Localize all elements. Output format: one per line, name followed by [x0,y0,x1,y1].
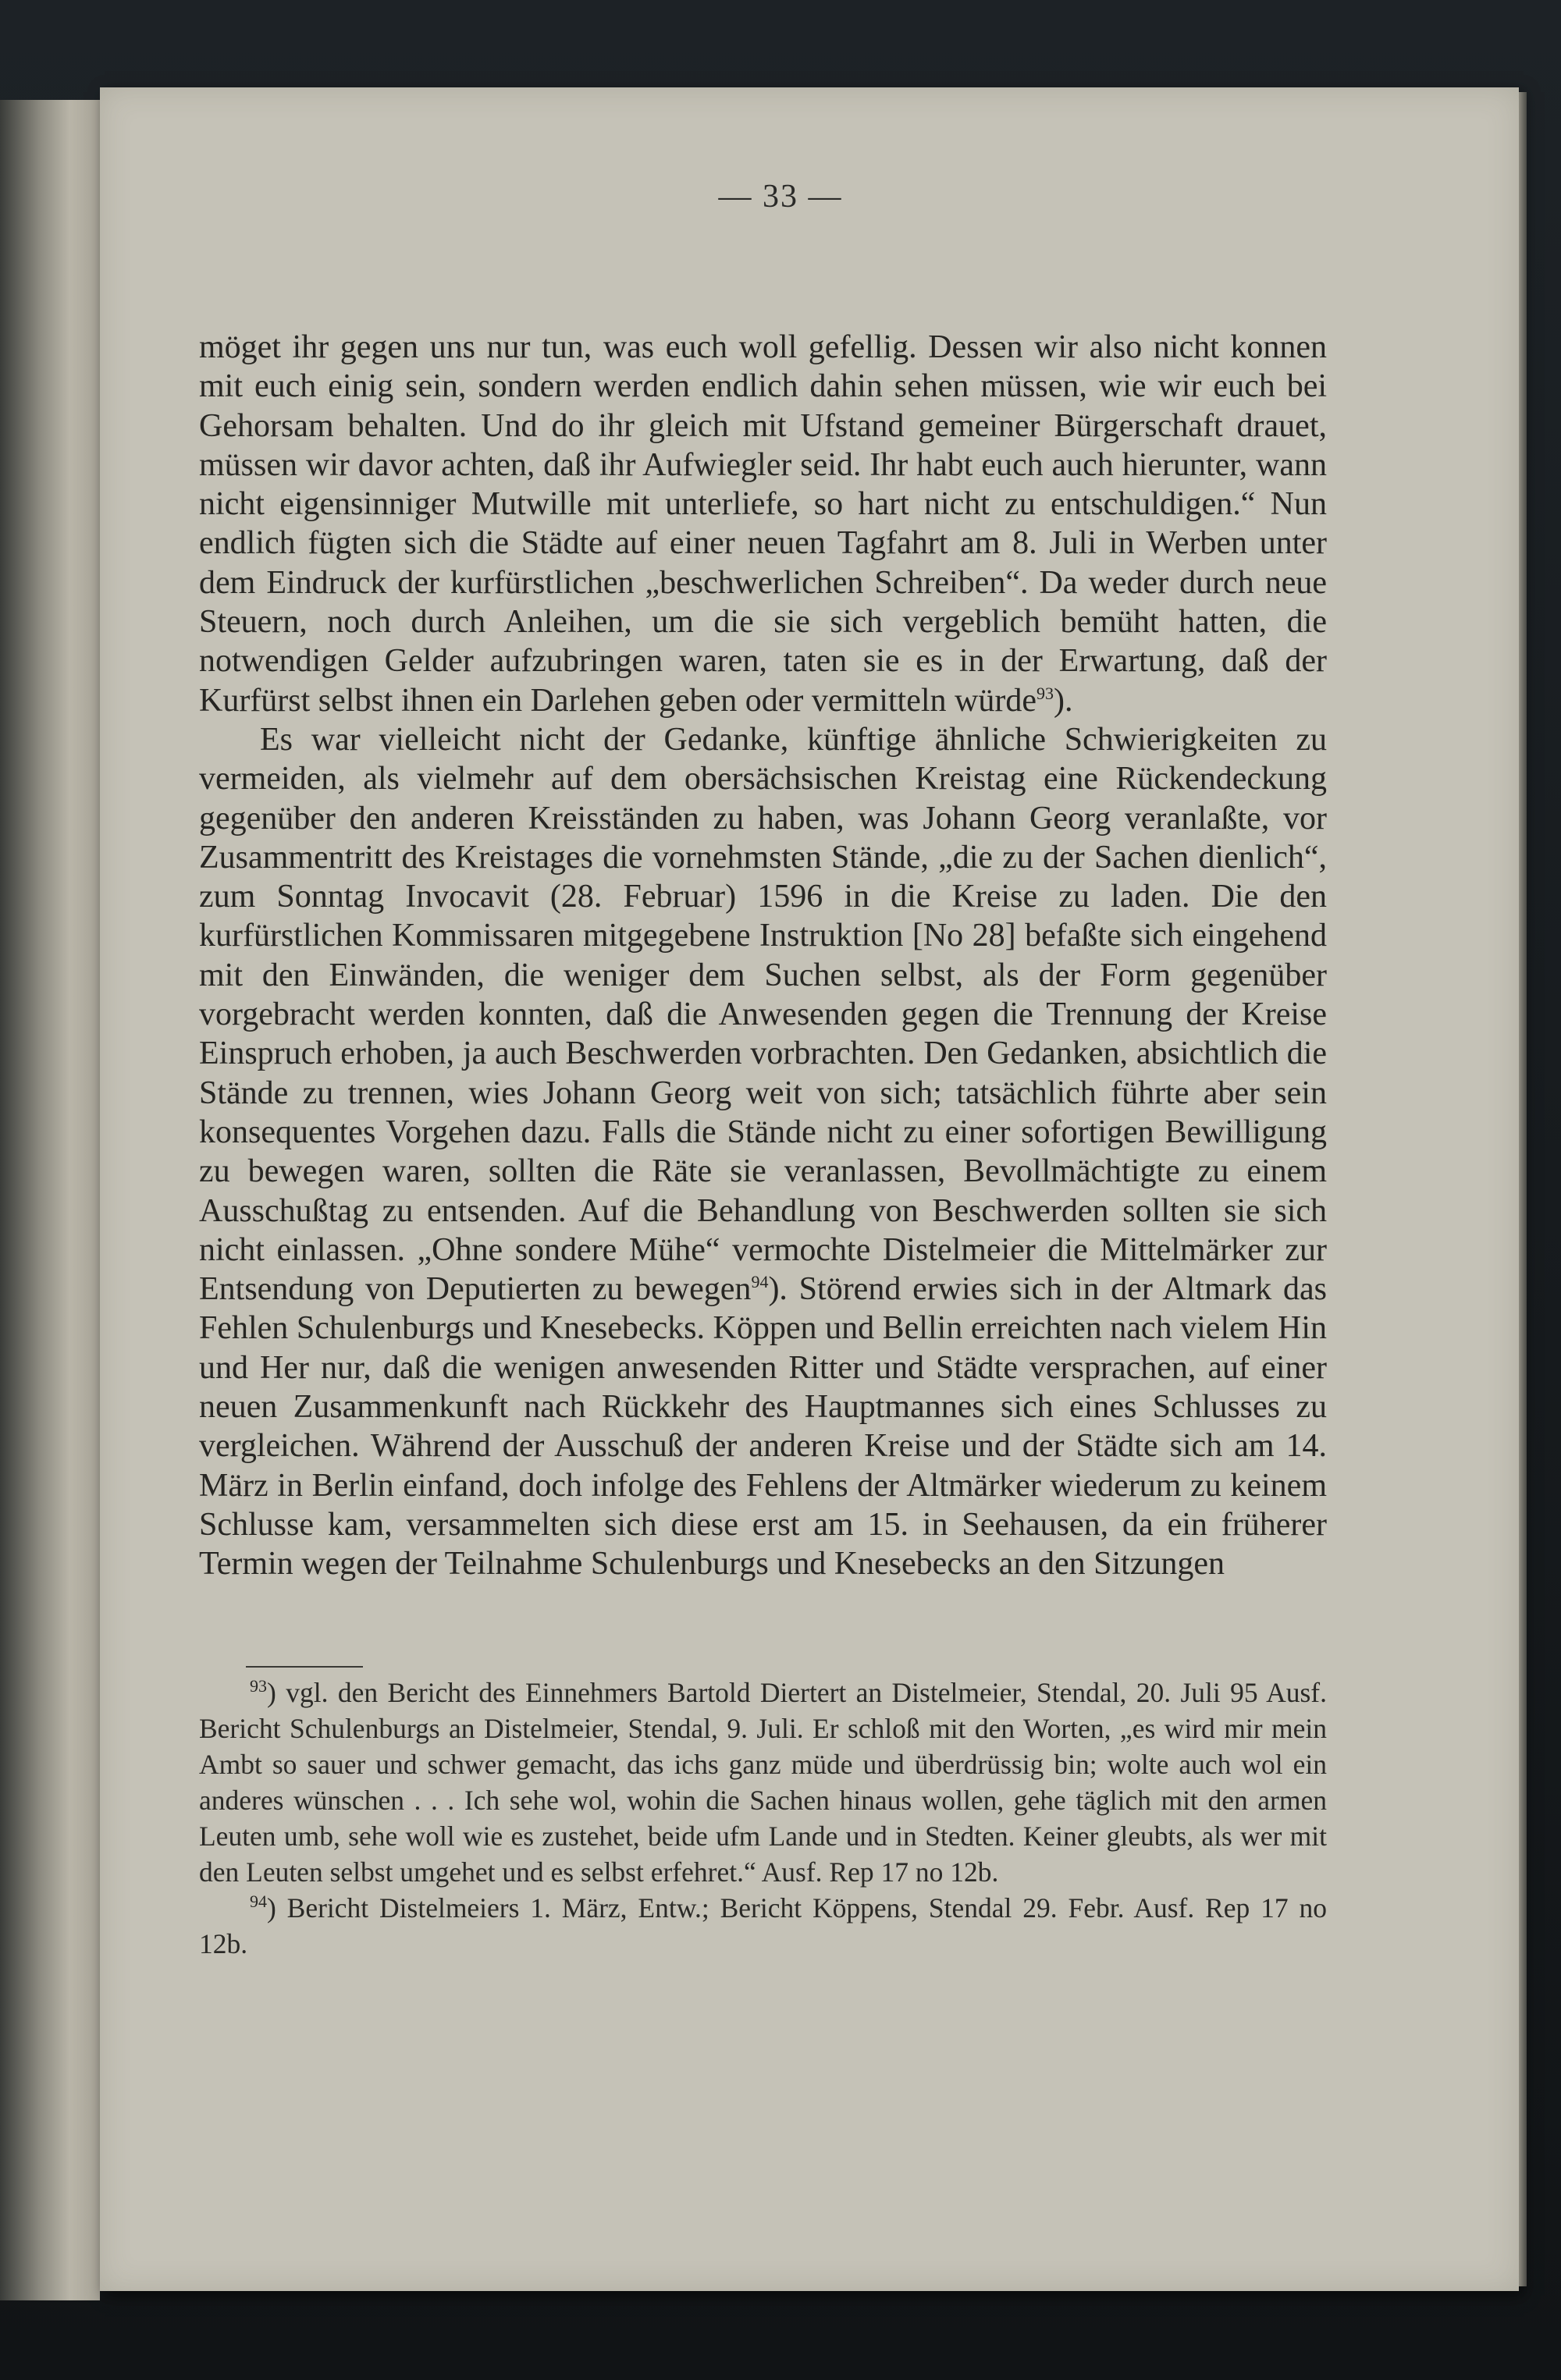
footnotes [199,1675,1327,1962]
footnote-mark: 93 [250,1676,267,1696]
footnote-ref: 94 [751,1272,769,1292]
paragraph-text: möget ihr gegen uns nur tun, was euch woll gefellig. Dessen wir also nicht konnen mit euch einig sein, sondern werden endlich dahin sehen müssen, wie wir euch bei Gehorsam behalten. Und do ihr gleich mit Ufstand gemeiner Bürgerschaft drauet, müssen wir davor achten, daß ihr Aufwiegler seid. Ihr habt euch auch hierunter, wann nicht eigensinniger Mutwille mit unterliefe, so hart nicht zu entschuldigen.“ Nun endlich fügten sich die Städte auf einer neuen Tagfahrt am 8. Juli in Werben unter dem Eindruck der kurfürstlichen „beschwerlichen Schreiben“. Da weder durch neue Steuern, noch durch Anleihen, um die sie sich vergeblich bemüht hatten, die notwendigen Gelder aufzubringen waren, taten sie es in der Erwartung, daß der Kurfürst selbst ihnen ein Darlehen geben oder vermitteln würde [199,329,1327,719]
page-number: — 33 — [718,179,843,215]
footnote-text: ) Bericht Distelmeiers 1. März, Entw.; Bericht Köppens, Stendal 29. Febr. Ausf. Rep 17 no 12b. [199,1892,1327,1959]
footnote-divider [246,1666,363,1668]
paragraph-text: ). Störend erwies sich in der Altmark das Fehlen Schulenburgs und Knesebecks. Köppen und Bellin erreichten nach vielem Hin und Her nur, daß die wenigen anwesenden Ritter und Städte versprachen, auf einer neuen Zusammenkunft nach Rückkehr des Hauptmannes sich eines Schlusses zu vergleichen. Während der Ausschuß der anderen Kreise und der Städte sich am 14. März in Berlin einfand, doch infolge des Fehlens der Altmärker wiederum zu keinem Schlusse kam, versammelten sich diese erst am 15. in Seehausen, da ein früherer Termin wegen der Teilnahme Schulenburgs und Knesebecks an den Sitzungen [199,1271,1327,1583]
footnote [199,1675,1327,1890]
footnote [199,1890,1327,1962]
paragraph [199,328,1327,720]
main-text [199,328,1327,1584]
previous-page-edge [0,100,100,2300]
page-shadow-edge [1519,92,1527,2286]
footnote-ref: 93 [1037,683,1054,703]
footnote-text: ) vgl. den Bericht des Einnehmers Bartold Diertert an Distelmeier, Stendal, 20. Juli 95 Ausf. Bericht Schulenburgs an Distelmeier, Stendal, 9. Juli. Er schloß mit den Worten, „es wird mir mein Ambt so sauer und schwer gemacht, das ichs ganz müde und überdrüssig bin; wolte auch wol ein anderes wünschen . . . Ich sehe wol, wohin die Sachen hinaus wollen, gehe täglich mit den armen Leuten umb, sehe woll wie es zustehet, beide ufm Lande und in Stedten. Keiner gleubts, als wer mit den Leuten selbst umgehet und es selbst erfehret.“ Ausf. Rep 17 no 12b. [199,1677,1327,1888]
paragraph-text: Es war vielleicht nicht der Gedanke, künftige ähnliche Schwierigkeiten zu vermeiden, als vielmehr auf dem obersächsischen Kreistag eine Rückendeckung gegenüber den anderen Kreisständen zu haben, was Johann Georg veranlaßte, vor Zusammentritt des Kreistages die vornehmsten Stände, „die zu der Sachen dienlich“, zum Sonntag Invocavit (28. Februar) 1596 in die Kreise zu laden. Die den kurfürstlichen Kommissaren mitgegebene Instruktion [No 28] befaßte sich eingehend mit den Einwänden, die weniger dem Suchen selbst, als der Form gegenüber vorgebracht werden konnten, daß die Anwesenden gegen die Trennung der Kreise Einspruch erhoben, ja auch Beschwerden vorbrachten. Den Gedanken, absichtlich die Stände zu trennen, wies Johann Georg weit von sich; tatsächlich führte aber sein konsequentes Vorgehen dazu. Falls die Stände nicht zu einer sofortigen Bewilligung zu bewegen waren, sollten die Räte sie veranlassen, Bevollmächtigte zu einem Ausschußtag zu entsenden. Auf die Behandlung von Beschwerden sollten sie sich nicht einlassen. „Ohne sondere Mühe“ vermochte Distelmeier die Mittelmärker zur Entsendung von Deputierten zu bewegen [199,721,1327,1308]
paragraph-text: ). [1054,682,1073,719]
footnote-mark: 94 [250,1892,267,1912]
paragraph [199,720,1327,1584]
